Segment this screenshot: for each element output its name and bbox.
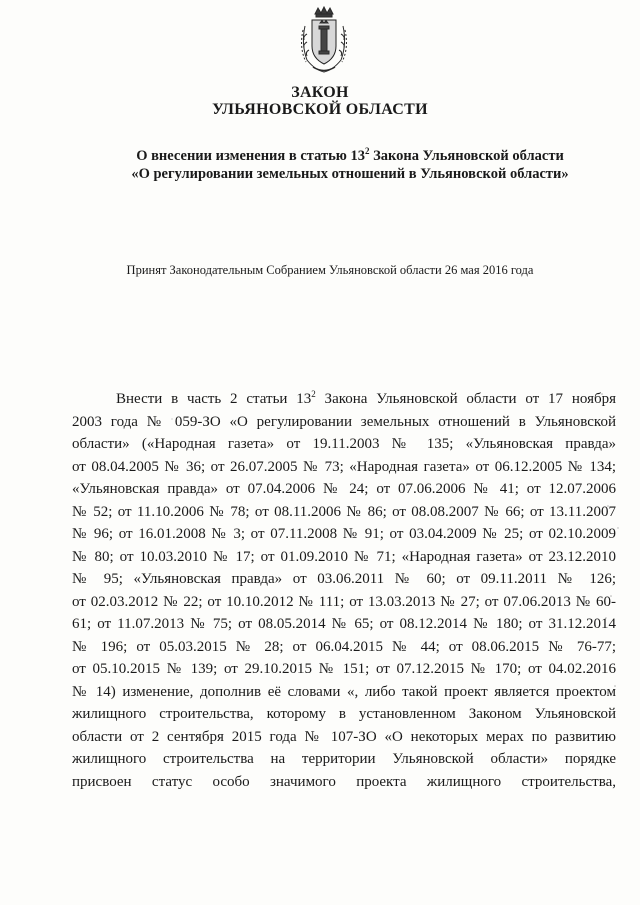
law-body [72,388,616,793]
body-line: от 05.10.2015 № 139; от 29.10.2015 № 151; от 07.12.2015 № 170; от 04.02.2016 [72,661,616,677]
body-line: от 02.03.2012 № 22; от 10.10.2012 № 111; от 13.03.2013 № 27; от 07.06.2013 № 60- [72,593,616,610]
body-line: 61; от 11.07.2013 № 75; от 08.05.2014 № 65; от 08.12.2014 № 180; от 31.12.2014 [72,616,616,632]
body-line: № 96; от 16.01.2008 № 3; от 07.11.2008 № 91; от 03.04.2009 № 25; от 02.10.2009 [72,526,616,542]
body-line: области» («Народная газета» от 19.11.2003 № 135; «Ульяновская правда» [72,436,616,452]
body-line-first [72,388,616,411]
adopted-statement: Принят Законодательным Собранием Ульяновской области 26 мая 2016 года [126,263,534,277]
body-line: от 08.04.2005 № 36; от 26.07.2005 № 73; «Народная газета» от 06.12.2005 № 134; [72,458,616,475]
body-line: № 52; от 11.10.2006 № 78; от 08.11.2006 № 86; от 08.08.2007 № 66; от 13.11.2007 [72,503,616,520]
body-line: «Ульяновская правда» от 07.04.2006 № 24; от 07.06.2006 № 41; от 12.07.2006 [72,481,616,497]
body-line: жилищного строительства на территории Ульяновской области» порядке [72,751,616,767]
body-line: области от 2 сентября 2015 года № 107-ЗО «О некоторых мерах по развитию [72,728,616,745]
body-line-first-tail: Закона Ульяновской области от 17 ноября [315,391,616,407]
law-title-line1: ЗАКОН [291,84,349,101]
body-line: № 14) изменение, дополнив её словами «, либо такой проект является проектом [72,683,616,700]
body-line: жилищного строительства, которому в установленном Законом Ульяновской [72,706,616,722]
law-title-line2: УЛЬЯНОВСКОЙ ОБЛАСТИ [212,101,428,118]
body-line-first-text: Внести в часть 2 статьи 13 [116,391,312,407]
subject-line1-text: О внесении изменения в статью 13 [136,148,365,164]
subject-superscript: 2 [364,146,370,157]
body-line: № 95; «Ульяновская правда» от 03.06.2011 № 60; от 09.11.2011 № 126; [72,571,616,587]
subject-line2: «О регулировании земельных отношений в Ульяновской области» [131,166,569,182]
body-line: 2003 года № 059-ЗО «О регулировании земельных отношений в Ульяновской [72,413,616,430]
subject-line1-tail: Закона Ульяновской области [369,148,564,164]
body-line: № 80; от 10.03.2010 № 17; от 01.09.2010 № 71; «Народная газета» от 23.12.2010 [72,548,616,565]
body-superscript: 2 [311,389,316,399]
body-line: № 196; от 05.03.2015 № 28; от 06.04.2015 № 44; от 08.06.2015 № 76-77; [72,638,616,655]
subject-line1 [60,147,640,165]
coat-of-arms-emblem-icon [297,4,351,76]
body-line: присвоен статус особо значимого проекта жилищного строительства, [72,773,616,790]
